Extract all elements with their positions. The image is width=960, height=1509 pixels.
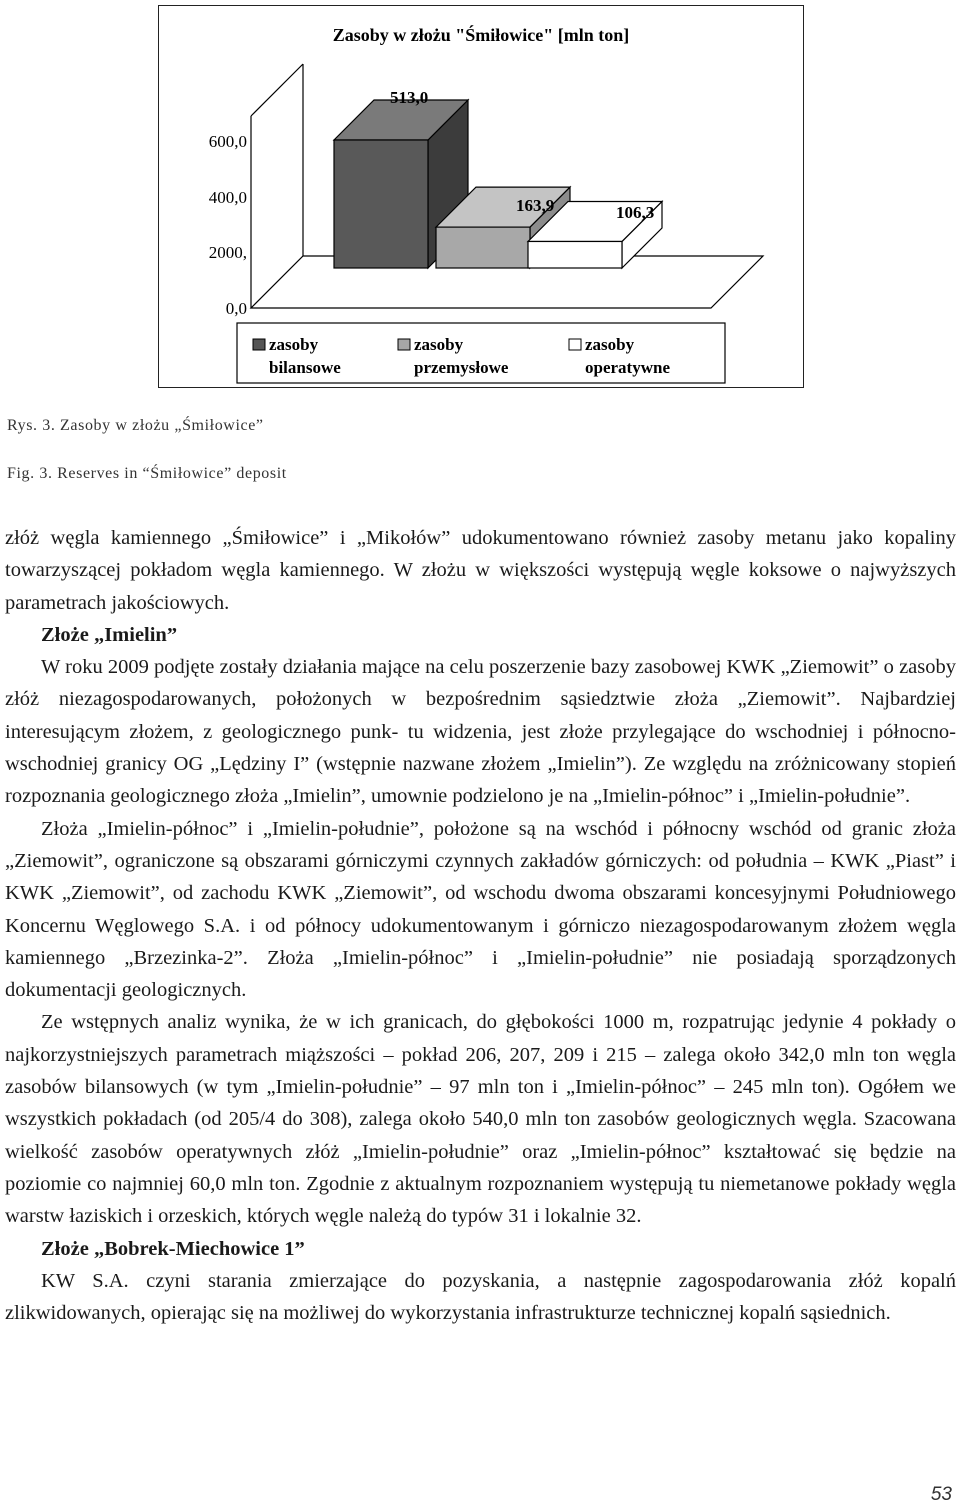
legend-swatch [569,339,581,350]
legend-label: zasoby [269,335,319,354]
figure-caption-pl: Rys. 3. Zasoby w złożu „Śmiłowice” [7,417,264,434]
y-tick-label: 400,0 [208,188,247,207]
legend-label: operatywne [585,358,670,377]
y-tick-label: 2000, [208,243,247,262]
data-label: 106,3 [616,203,655,222]
bar-front [334,140,428,268]
bar-chart-3d [159,6,805,389]
legend-swatch [398,339,410,350]
legend-label: zasoby [585,335,635,354]
bar-front [528,241,622,268]
legend-swatch [253,339,265,350]
bars [334,88,662,268]
chart-legend [237,323,725,383]
page-number: 53 [930,1484,952,1505]
y-axis-ticks [209,132,247,318]
paragraph-imielin-location: Złoża „Imielin-północ” i „Imielin-południe”, położone są na wschód i północny wschód od granic złoża „Ziemowit”, ograniczone są obszarami górniczymi czynnych zakładów górniczych: od południa – KWK „Piast” i KWK „Ziemowit”, od zachodu KWK „Ziemowit”, od wschodu dwoma obszarami koncesyjnymi Południowego Koncernu Węglowego S.A. i od północy udokumentowanym i górniczo niezagospodarowanym złożem węgla kamiennego „Brzezinka-2”. Złoża „Imielin-północ” i „Imielin-południe” nie posiadają sporządzonych dokumentacji geologicznych. [5,817,956,1002]
paragraph-bobrek: KW S.A. czyni starania zmierzające do pozyskania, a następnie zagospodarowania złóż kopalń zlikwidowanych, opierając się na możliwej do wykorzystania infrastrukturze technicznej kopalń sąsiednich. [5,1269,956,1325]
bar-front [436,227,530,268]
data-label: 163,9 [516,196,555,215]
y-tick-label: 0,0 [225,299,247,318]
paragraph-imielin-intro: W roku 2009 podjęte zostały działania mające na celu poszerzenie bazy zasobowej KWK „Ziemowit” o zasoby złóż niezagospodarowanych, położonych w bezpośrednim sąsiedztwie złoża „Ziemowit”. Najbardziej interesującym złożem, z geologicznego punk- tu widzenia, jest złoże przylegające do wschodniej i północno-wschodniej granicy OG „Lędziny I” (wstępnie nazwane złożem „Imielin”). Ze względu na zróżnicowany stopień rozpoznania geologicznego złoża „Imielin”, umownie podzielono je na „Imielin-północ” i „Imielin-południe”. [5,656,956,808]
legend-label: przemysłowe [414,358,509,377]
legend-label: bilansowe [269,358,341,377]
chart-figure [158,5,804,388]
section-heading-imielin: Złoże „Imielin” [41,623,178,646]
paragraph-methane: złóż węgla kamiennego „Śmiłowice” i „Mikołów” udokumentowano również zasoby metanu jako kopaliny towarzyszącej pokładom węgla kamiennego. W złożu w większości występują węgle koksowe o najwyższych parametrach jakościowych. [5,527,956,614]
paragraph-imielin-reserves: Ze wstępnych analiz wynika, że w ich granicach, do głębokości 1000 m, rozpatrując jedynie 4 pokłady o najkorzystniejszych parametrach miąższości – pokład 206, 207, 209 i 215 – zalega około 342,0 mln ton węgla zasobów bilansowych (w tym „Imielin-południe” – 97 mln ton i „Imielin-północ” – 245 mln ton). Ogółem we wszystkich pokładach (od 205/4 do 308), zalega około 540,0 mln ton zasobów geologicznych węgla. Szacowana wielkość zasobów operatywnych złóż „Imielin-południe” oraz „Imielin-północ” kształtować się będzie na poziomie co najmniej 60,0 mln ton. Zgodnie z aktualnym rozpoznaniem występują tu niemetanowe pokłady węgla warstw łaziskich i orzeskich, których węgle należą do typów 31 i lokalnie 32. [5,1011,956,1228]
article-body [5,522,956,1329]
section-heading-bobrek: Złoże „Bobrek-Miechowice 1” [41,1237,305,1260]
chart-title: Zasoby w złożu "Śmiłowice" [mln ton] [332,25,630,45]
figure-caption-en: Fig. 3. Reserves in “Śmiłowice” deposit [7,465,287,482]
legend-label: zasoby [414,335,464,354]
y-tick-label: 600,0 [208,132,247,151]
data-label: 513,0 [390,88,429,107]
